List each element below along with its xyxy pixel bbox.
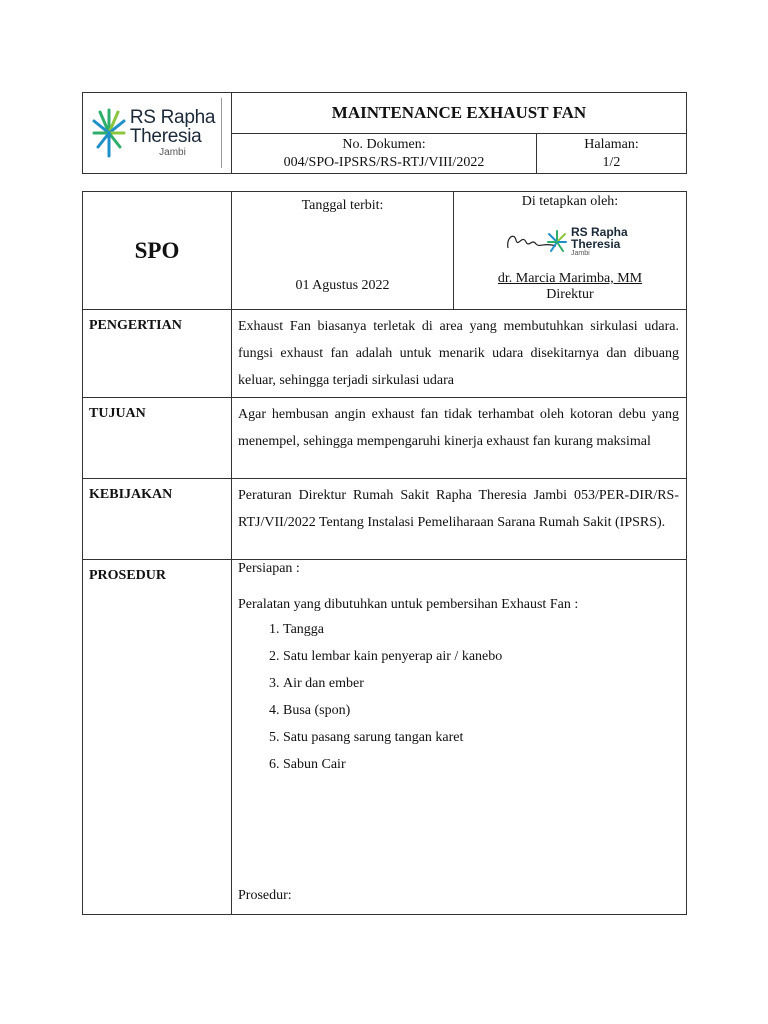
kebijakan-text: Peraturan Direktur Rumah Sakit Rapha Theresia Jambi 053/PER-DIR/RS-RTJ/VII/2022 Tentang Instalasi Pemeliharaan Sarana Rumah Sakit (IPSRS). xyxy=(232,479,687,560)
page-value: 1/2 xyxy=(602,154,621,170)
page-label: Halaman: xyxy=(584,136,639,152)
page-number-cell xyxy=(537,134,687,174)
stamp-name-line1: RS Rapha xyxy=(571,225,628,239)
prosedur-content xyxy=(232,560,687,915)
procedure-label: Prosedur: xyxy=(238,888,292,903)
tujuan-label: TUJUAN xyxy=(83,398,232,479)
list-item: 2. Satu lembar kain penyerap air / kanebo xyxy=(283,643,680,670)
pengertian-label: PENGERTIAN xyxy=(83,310,232,398)
spo-table xyxy=(82,191,687,915)
approval-cell xyxy=(454,192,687,310)
approved-by-label: Di tetapkan oleh: xyxy=(521,194,619,209)
list-item: 3. Air dan ember xyxy=(283,670,680,697)
logo-name-line1: RS Rapha xyxy=(129,107,216,128)
pengertian-text: Exhaust Fan biasanya terletak di area yang membutuhkan sirkulasi udara. fungsi exhaust fan adalah untuk menarik udara disekitarnya dan dibuang keluar, sehingga terjadi sirkulasi udara xyxy=(232,310,687,398)
starburst-logo-icon xyxy=(92,107,126,159)
list-item: 4. Busa (spon) xyxy=(283,697,680,724)
header-table xyxy=(82,92,687,174)
stamp-city: Jambi xyxy=(571,250,590,257)
tools-list xyxy=(238,616,680,778)
document-title: MAINTENANCE EXHAUST FAN xyxy=(232,93,687,134)
doc-number-cell xyxy=(232,134,537,174)
issue-date-value: 01 Agustus 2022 xyxy=(295,278,390,293)
tools-label: Peralatan yang dibutuhkan untuk pembersihan Exhaust Fan : xyxy=(238,597,579,612)
signature-area xyxy=(454,210,686,266)
kebijakan-label: KEBIJAKAN xyxy=(83,479,232,560)
list-item: 5. Satu pasang sarung tangan karet xyxy=(283,724,680,751)
preparation-label: Persiapan : xyxy=(238,561,300,576)
list-item: 6. Sabun Cair xyxy=(283,751,680,778)
doc-number-label: No. Dokumen: xyxy=(342,136,426,152)
starburst-stamp-icon xyxy=(546,229,568,255)
issue-date-cell xyxy=(232,192,454,310)
approver-name: dr. Marcia Marimba, MM xyxy=(497,271,643,286)
hospital-stamp xyxy=(546,226,628,257)
logo-cell xyxy=(83,93,232,174)
approver-role: Direktur xyxy=(546,287,594,302)
spo-label: SPO xyxy=(83,192,232,310)
logo-name-line2: Theresia xyxy=(129,126,202,147)
logo-city: Jambi xyxy=(159,147,186,158)
hospital-logo xyxy=(83,93,231,173)
issue-date-label: Tanggal terbit: xyxy=(301,198,384,213)
logo-divider xyxy=(221,98,222,168)
doc-number-value: 004/SPO-IPSRS/RS-RTJ/VIII/2022 xyxy=(283,154,485,170)
prosedur-label: PROSEDUR xyxy=(83,560,232,915)
tujuan-text: Agar hembusan angin exhaust fan tidak terhambat oleh kotoran debu yang menempel, sehingga mempengaruhi kinerja exhaust fan kurang maksimal xyxy=(232,398,687,479)
stamp-name-line2: Theresia xyxy=(571,237,621,251)
list-item: 1. Tangga xyxy=(283,616,680,643)
